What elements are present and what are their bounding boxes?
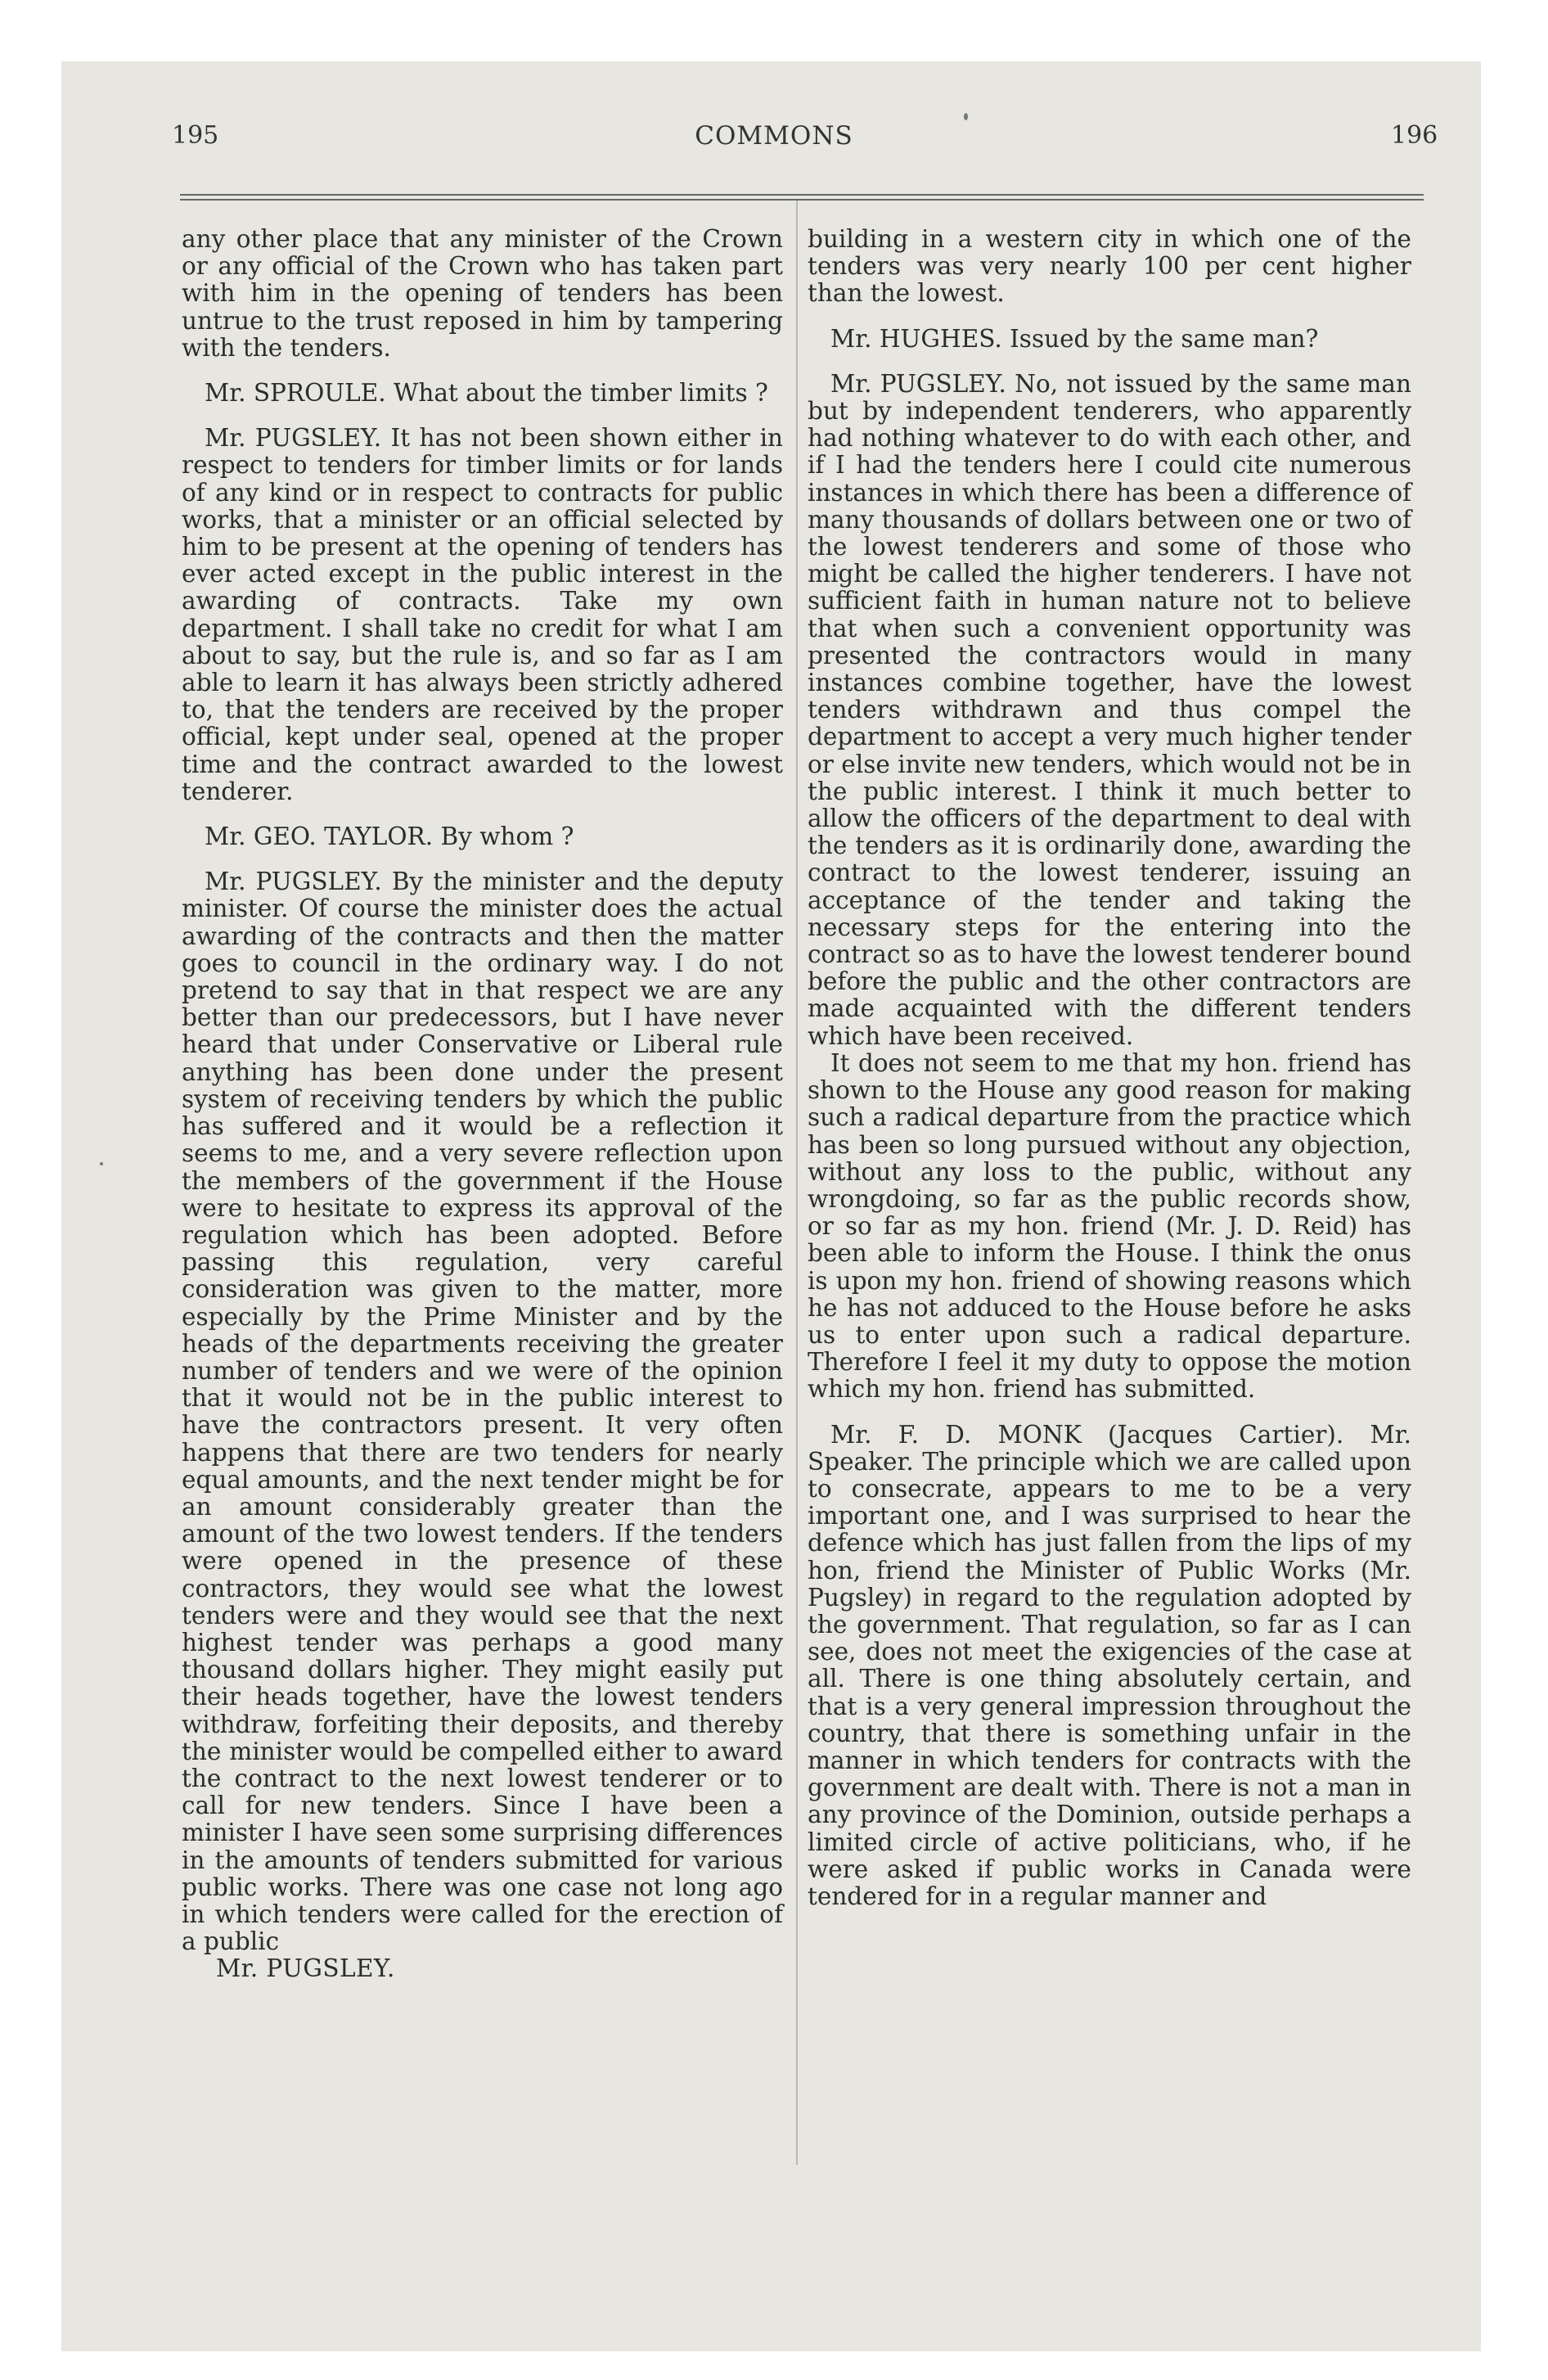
- right-para-5: Mr. F. D. MONK (Jacques Cartier). Mr. Speaker. The principle which we are called upon to consecrate, appears to me to be a very important one, and I was surprised to hear the defence which has just fallen from the lips of my hon, friend the Minister of Public Works (Mr. Pugsley) in regard to the regulation adopted by the government. That regulation, so far as I can see, does not meet the exigencies of the case at all. There is one thing absolutely certain, and that is a very general impression throughout the country, that there is something unfair in the manner in which tenders for contracts with the government are dealt with. There is not a man in any province of the Dominion, outside perhaps a limited circle of active politicians, who, if he were asked if public works in Canada were tendered for in a regular manner and: [808, 1420, 1411, 1910]
- right-para-4: It does not seem to me that my hon. friend has shown to the House any good reason for making such a radical departure from the practice which has been so long pursued without any objection, without any loss to the public, without any wrongdoing, so far as the public records show, or so far as my hon. friend (Mr. J. D. Reid) has been able to inform the House. I think the onus is upon my hon. friend of showing reasons which he has not adduced to the House before he asks us to enter upon such a radical departure. Therefore I feel it my duty to oppose the motion which my hon. friend has submitted.: [808, 1048, 1411, 1404]
- left-para-4: Mr. GEO. TAYLOR. By whom ?: [205, 823, 574, 851]
- left-para-1: any other place that any minister of the Crown or any official of the Crown who has taken part with him in the opening of tenders has been untrue to the trust reposed in him by tampering with the tenders.: [182, 225, 783, 362]
- left-para-5: Mr. PUGSLEY. By the minister and the deputy minister. Of course the minister does the actual awarding of the contracts and then the matter goes to council in the ordinary way. I do not pretend to say that in that respect we are any better than our predecessors, but I have never heard that under Conservative or Liberal rule anything has been done under the present system of receiving tenders by which the public has suffered and it would be a reflection it seems to me, and a very severe reflection upon the members of the government if the House were to hesitate to express its approval of the regulation which has been adopted. Before passing this regulation, very careful consideration was given to the matter, more especially by the Prime Minister and by the heads of the departments receiving the greater number of tenders and we were of the opinion that it would not be in the public interest to have the contractors present. It very often happens that there are two tenders for nearly equal amounts, and the next tender might be for an amount considerably greater than the amount of the two lowest tenders. If the tenders were opened in the presence of these contractors, they would see what the lowest tenders were and they would see that the next highest tender was perhaps a good many thousand dollars higher. They might easily put their heads together, have the lowest tenders withdraw, forfeiting their deposits, and thereby the minister would be compelled either to award the contract to the next lowest tenderer or to call for new tenders. Since I have been a minister I have seen some surprising differences in the amounts of tenders submitted for various public works. There was one case not long ago in which tenders were called for the erection of a public: [182, 868, 783, 1956]
- left-para-2: Mr. SPROULE. What about the timber limits ?: [205, 379, 768, 408]
- ink-speck: [100, 1162, 103, 1165]
- header-rule-top: [180, 194, 1424, 196]
- header-rule-bottom: [180, 199, 1424, 201]
- right-page-number: 196: [1391, 121, 1438, 150]
- right-para-1: building in a western city in which one of the tenders was very nearly 100 per cent higher than the lowest.: [808, 225, 1411, 308]
- left-para-3: Mr. PUGSLEY. It has not been shown either in respect to tenders for timber limits or for lands of any kind or in respect to contracts for public works, that a minister or an official selected by him to be present at the opening of tenders has ever acted except in the public interest in the awarding of contracts. Take my own department. I shall take no credit for what I am about to say, but the rule is, and so far as I am able to learn it has always been strictly adhered to, that the tenders are received by the proper official, kept under seal, opened at the proper time and the contract awarded to the lowest tenderer.: [182, 424, 783, 805]
- right-para-3: Mr. PUGSLEY. No, not issued by the same man but by independent tenderers, who apparently had nothing whatever to do with each other, and if I had the tenders here I could cite numerous instances in which there has been a difference of many thousands of dollars between one or two of the lowest tenderers and some of those who might be called the higher tenderers. I have not sufficient faith in human nature not to believe that when such a convenient opportunity was presented the contractors would in many instances combine together, have the lowest tenders withdrawn and thus compel the department to accept a very much higher tender or else invite new tenders, which would not be in the public interest. I think it much better to allow the officers of the department to deal with the tenders as it is ordinarily done, awarding the contract to the lowest tenderer, issuing an acceptance of the tender and taking the necessary steps for the entering into the contract so as to have the lowest tenderer bound before the public and the other contractors are made acquainted with the different tenders which have been received.: [808, 369, 1411, 1050]
- footer-speaker: Mr. PUGSLEY.: [216, 1954, 395, 1983]
- left-page-number: 195: [172, 121, 219, 150]
- right-para-2: Mr. HUGHES. Issued by the same man?: [830, 324, 1319, 353]
- right-column: [808, 226, 1411, 1910]
- ink-speck: [964, 113, 968, 120]
- running-head: COMMONS: [695, 121, 853, 151]
- left-column: [182, 226, 783, 1983]
- column-divider: [796, 201, 798, 2165]
